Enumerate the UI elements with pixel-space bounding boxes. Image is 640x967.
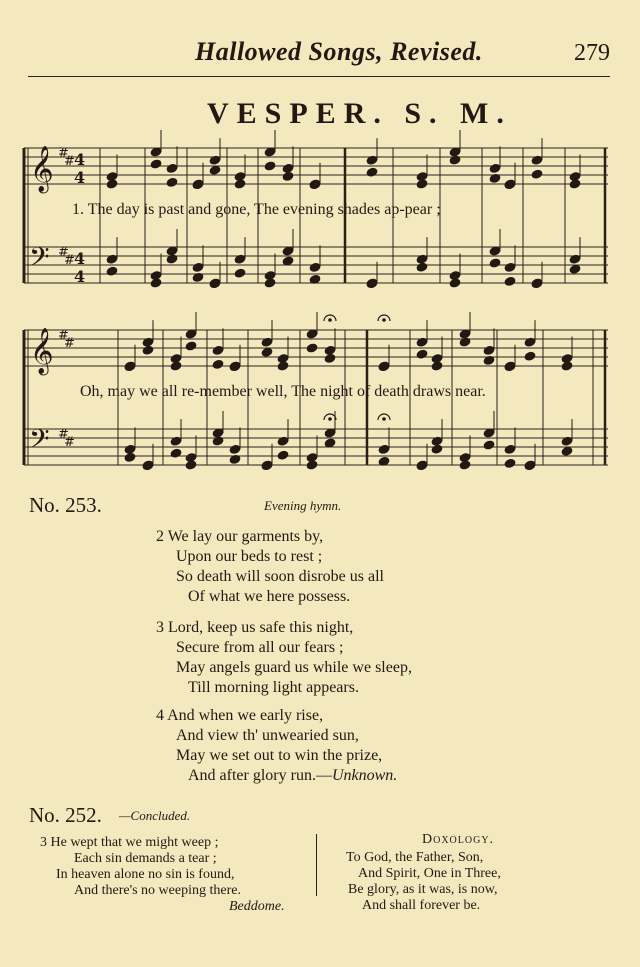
stanza-line: In heaven alone no sin is found, <box>56 867 235 882</box>
stanza-3 <box>156 618 412 698</box>
svg-text:#: # <box>58 245 69 260</box>
concluded-hymn-number: No. 252. <box>29 803 102 827</box>
stanza-line: Secure from all our fears ; <box>176 639 344 656</box>
doxology-title: Doxology. <box>422 832 495 847</box>
concluded-stanza <box>40 835 285 915</box>
stanza-line: Of what we here possess. <box>188 588 351 605</box>
svg-text:#: # <box>64 336 75 351</box>
svg-text:4: 4 <box>74 267 86 286</box>
stanza-line: 3 Lord, keep us safe this night, <box>156 619 354 636</box>
svg-text:𝄢: 𝄢 <box>29 423 50 461</box>
svg-text:4: 4 <box>74 150 86 169</box>
svg-text:#: # <box>58 146 69 161</box>
svg-text:#: # <box>64 253 75 268</box>
staff-lines <box>24 148 608 465</box>
concluded-author: Beddome. <box>229 899 285 914</box>
stanza-line: 4 And when we early rise, <box>156 707 324 724</box>
svg-text:𝄞: 𝄞 <box>30 146 54 192</box>
stanza-line: May angels guard us while we sleep, <box>176 659 412 676</box>
doxology-line: And shall forever be. <box>362 898 481 913</box>
svg-text:𝄞: 𝄞 <box>30 328 54 374</box>
doxology-line: Be glory, as it was, is now, <box>348 882 498 897</box>
stanza-line: So death will soon disrobe us all <box>176 568 384 585</box>
stanza-line: And there's no weeping there. <box>74 883 241 898</box>
hymn-subtitle: Evening hymn. <box>264 498 342 513</box>
hymn-number: No. 253. <box>29 493 102 517</box>
music-notes <box>106 130 581 471</box>
stanza-line: Till morning light appears. <box>188 679 359 696</box>
svg-text:#: # <box>58 427 69 442</box>
svg-text:𝄢: 𝄢 <box>29 241 50 279</box>
page-number: 279 <box>574 40 610 66</box>
hymn-author: Unknown. <box>331 767 398 784</box>
stanza-line: May we set out to win the prize, <box>176 747 383 764</box>
music-score <box>0 0 640 480</box>
doxology-line: And Spirit, One in Three, <box>358 866 501 881</box>
column-divider <box>316 834 317 896</box>
tune-title: VESPER. S. M. <box>207 97 512 130</box>
concluded-subtitle: —Concluded. <box>119 808 191 823</box>
lyric-line-2: Oh, may we all re-member well, The night of death draws near. <box>80 383 486 400</box>
doxology <box>346 850 501 914</box>
stanza-line: And view th' unwearied sun, <box>176 727 359 744</box>
stanza-2 <box>156 527 384 607</box>
clefs-and-signatures <box>29 146 85 461</box>
svg-text:4: 4 <box>74 249 86 268</box>
stanza-line: Each sin demands a tear ; <box>74 851 217 866</box>
svg-text:#: # <box>58 328 69 343</box>
running-title: Hallowed Songs, Revised. <box>195 37 483 66</box>
svg-text:4: 4 <box>74 168 86 187</box>
doxology-line: To God, the Father, Son, <box>346 850 484 865</box>
bar-lines <box>24 148 605 465</box>
stanza-line <box>156 766 397 786</box>
svg-text:#: # <box>64 154 75 169</box>
stanza-line: 3 He wept that we might weep ; <box>40 835 219 850</box>
stanza-line: Upon our beds to rest ; <box>176 548 323 565</box>
svg-text:#: # <box>64 435 75 450</box>
stanza-line: 2 We lay our garments by, <box>156 528 324 545</box>
stanza-4 <box>156 706 397 786</box>
stanza-line-text: And after glory run.— <box>188 767 332 784</box>
lyric-line-1: 1. The day is past and gone, The evening shades ap-pear ; <box>72 201 441 218</box>
